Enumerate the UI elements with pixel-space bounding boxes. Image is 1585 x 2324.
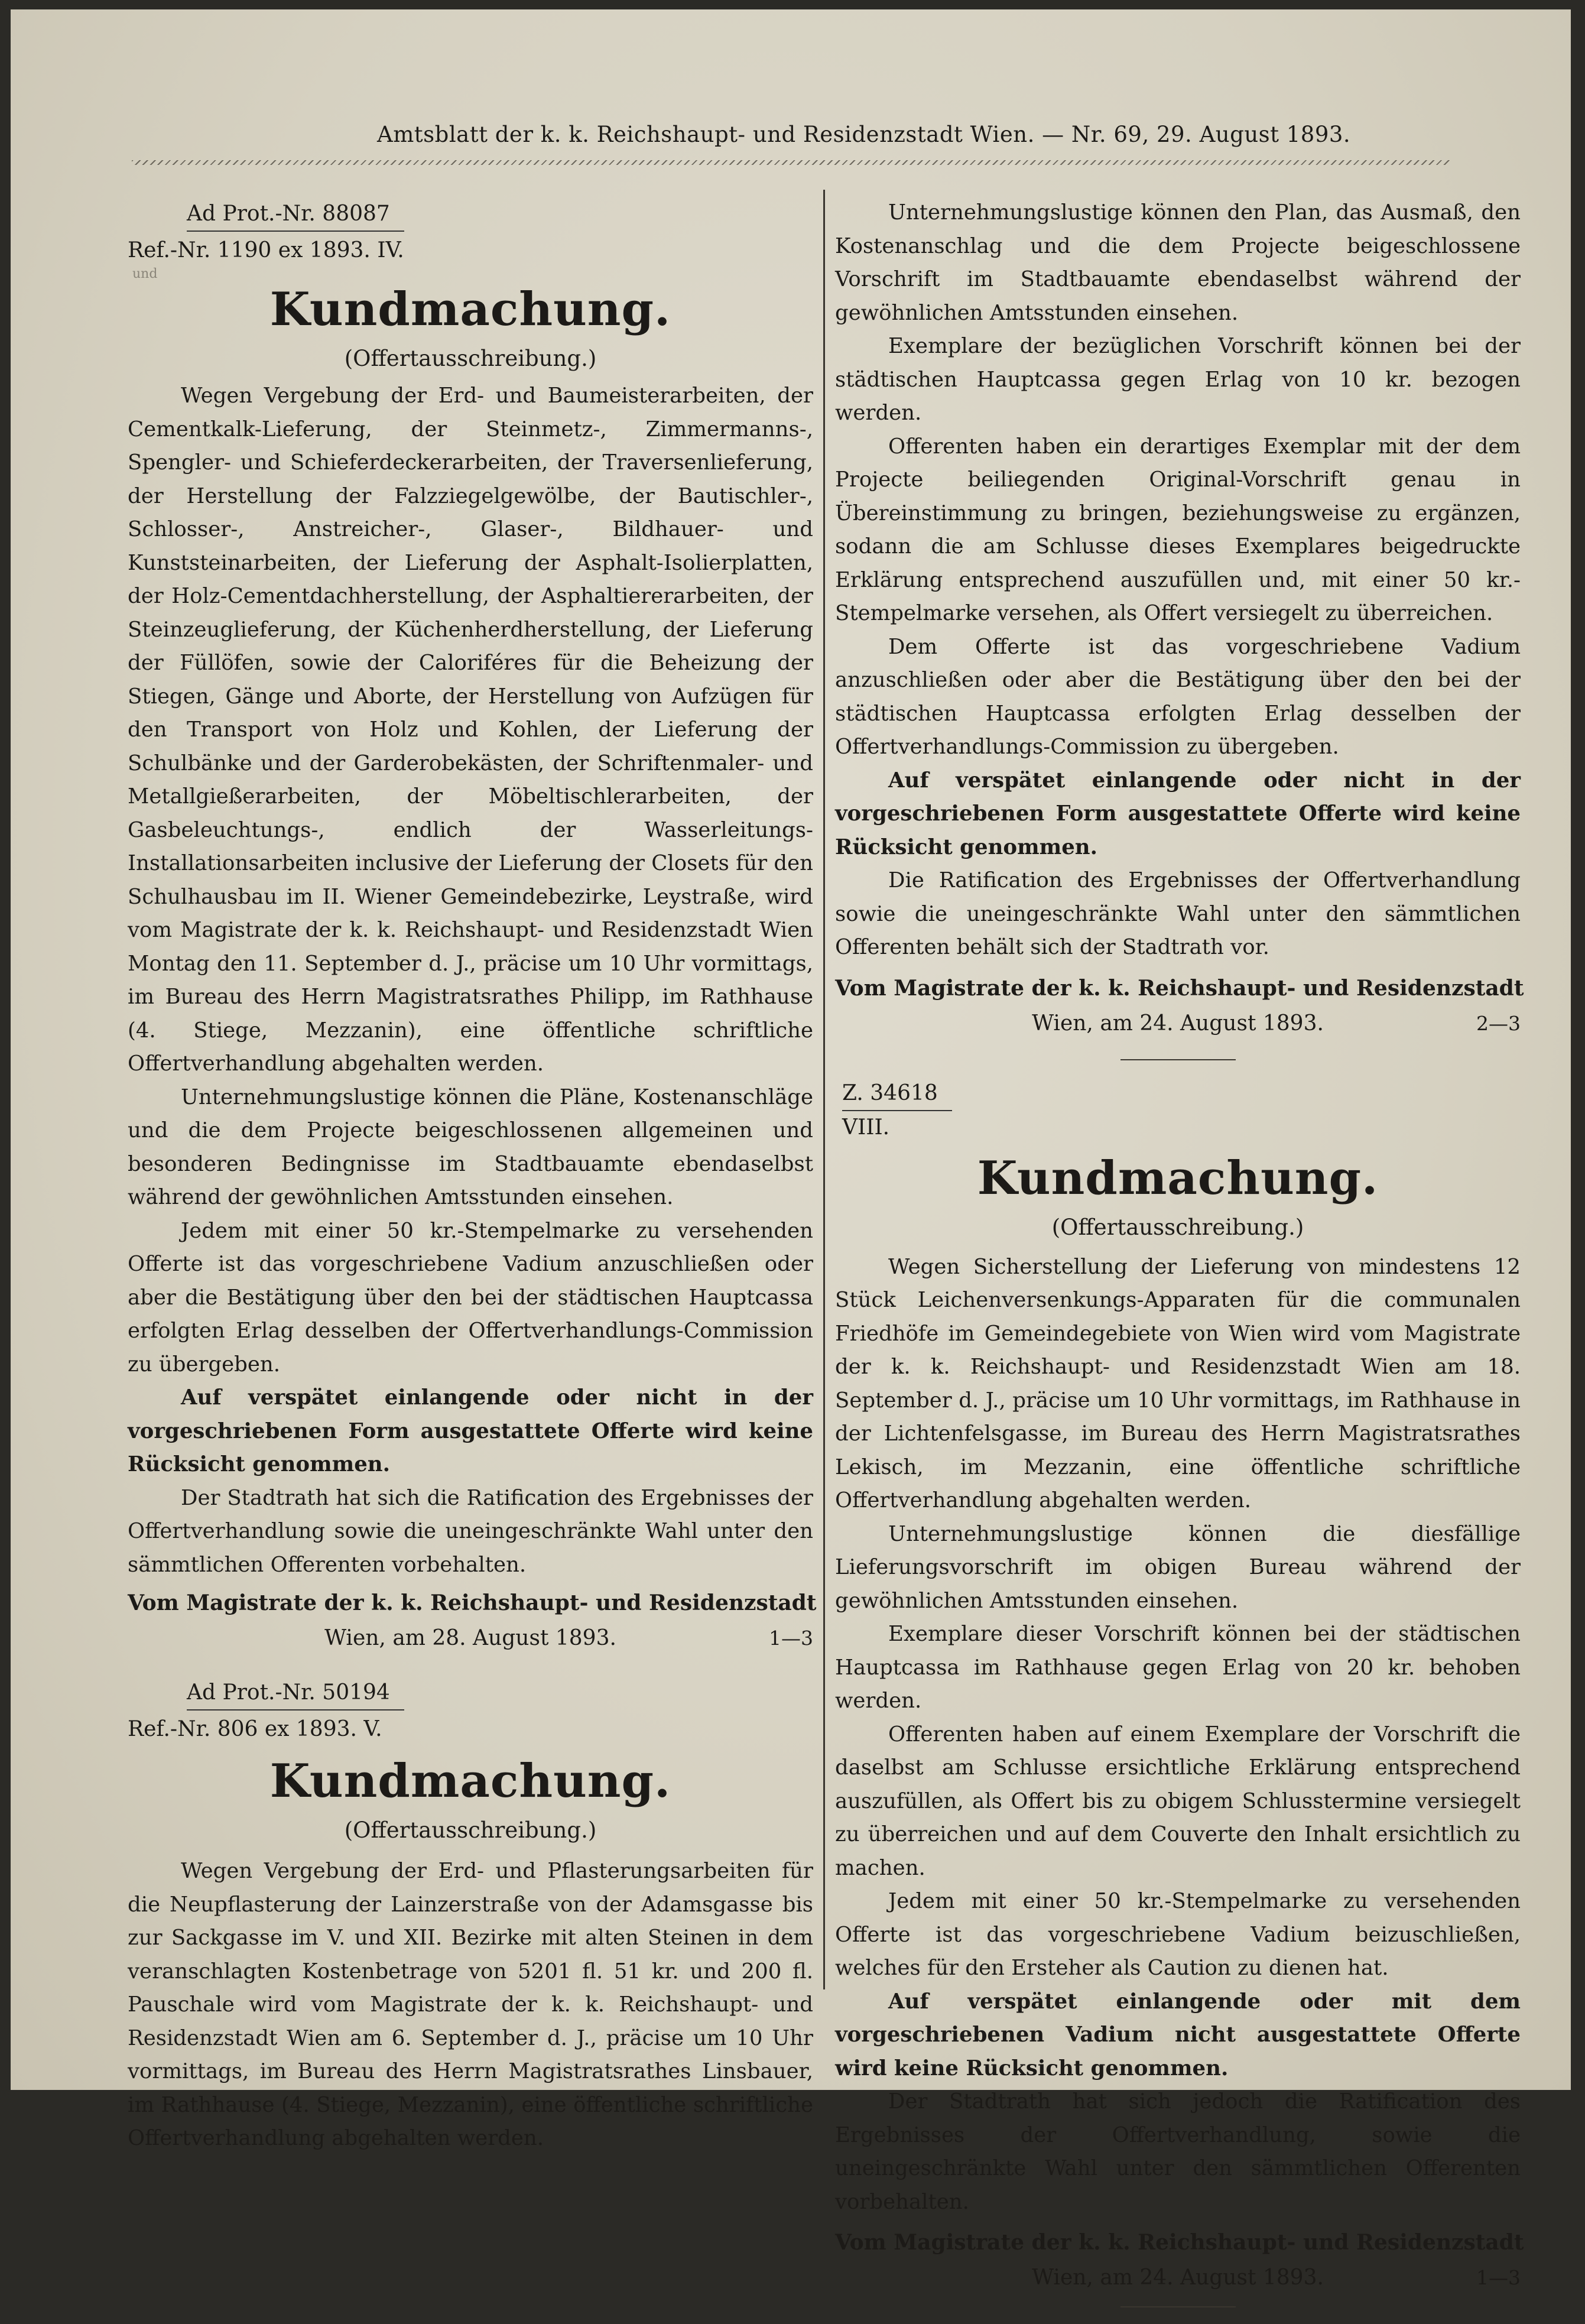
z-number: Z. 34618: [842, 1077, 952, 1111]
notice-paragraph: Wegen Vergebung der Erd- und Baumeisterarbeiten, der Cementkalk-Lieferung, der Steinmetz-, Zimmermanns-, Spengler- und Schieferdeckerarbeiten, der Traversenlieferung, der Herstellung der Falzziegelgewölbe, der Bautischler-, Schlosser-, Anstreicher-, Glaser-, Bildhauer- und Kunststeinarbeiten, der Lieferung der Asphalt-Isolierplatten, der Holz-Cementdachherstellung, der Asphaltiererarbeiten, der Steinzeuglieferung, der Küchenherdherstellung, der Lieferung der Füllöfen, sowie der Caloriféres für die Beheizung der Stiegen, Gänge und Aborte, der Herstellung von Aufzügen für den Transport von Holz und Kohlen, der Lieferung der Schulbänke und der Garderobekästen, der Schriftenmaler- und Metallgießerarbeiten, der Möbeltischlerarbeiten, der Gasbeleuchtungs-, endlich der Wasserleitungs-Installationsarbeiten inclusive der Lieferung der Closets für den Schulhausbau im II. Wiener Gemeindebezirke, Leystraße, wird vom Magistrate der k. k. Reichshaupt- und Residenzstadt Wien Montag den 11. September d. J., präcise um 10 Uhr vormittags, im Bureau des Herrn Magistratsrathes Philipp, im Rathhause (4. Stiege, Mezzanin), eine öffentliche schriftliche Offertverhandlung abgehalten werden.: [128, 384, 813, 1076]
ad-prot-number: Ad Prot.-Nr. 88087: [187, 197, 404, 232]
notice-subtitle: (Offertausschreibung.): [344, 346, 597, 371]
notice-paragraph: Wegen Sicherstellung der Lieferung von mindestens 12 Stück Leichenversenkungs-Apparaten für die communalen Friedhöfe im Gemeindegebiete von Wien wird vom Magistrate der k. k. Reichshaupt- und Residenzstadt Wien am 18. September d. J., präcise um 10 Uhr vormittags, im Rathhause in der Lichtenfelsgasse, im Bureau des Herrn Magistratsrathes Lekisch, im Mezzanin, eine öffentliche schriftliche Offertverhandlung abgehalten werden.: [835, 1254, 1521, 1512]
notice-paragraph: Offerenten haben auf einem Exemplare der Vorschrift die daselbst am Schlusse ersichtliche Erklärung entsprechend auszufüllen, als Offert bis zu obigem Schlusstermine versiegelt zu überreichen und auf dem Couverte den Inhalt ersichtlich zu machen.: [835, 1722, 1521, 1880]
notice-paragraph: Offerenten haben ein derartiges Exemplar mit der dem Projecte beiliegenden Original-Vorschrift genau in Übereinstimmung zu bringen, beziehungsweise zu ergänzen, sodann die am Schlusse dieses Exemplares beigedruckte Erklärung entsprechend auszufüllen und, mit einer 50 kr.-Stempelmarke versehen, als Offert versiegelt zu überreichen.: [835, 434, 1521, 625]
insertion-number: 1—3: [1476, 2266, 1521, 2289]
notice-title: Kundmachung.: [269, 1754, 671, 1808]
section-separator: [1120, 2306, 1236, 2307]
dateline-text: Wien, am 24. August 1893.: [1032, 1011, 1324, 1036]
dateline: [128, 1621, 813, 1656]
dateline-text: Wien, am 24. August 1893.: [1032, 2265, 1324, 2290]
page-header: Amtsblatt der k. k. Reichshaupt- und Residenzstadt Wien. — Nr. 69, 29. August 1893.: [377, 122, 1351, 147]
notice-paragraph-bold: Auf verspätet einlangende oder mit dem vorgeschriebenen Vadium nicht ausgestattete Offerte wird keine Rücksicht genommen.: [835, 1989, 1521, 2080]
notice-paragraph: Unternehmungslustige können die Pläne, Kostenanschläge und die dem Projecte beigeschlossenen allgemeinen und besonderen Bedingnisse im Stadtbauamte ebendaselbst während der gewöhnlichen Amtsstunden einsehen.: [128, 1085, 813, 1209]
notice-paragraph: Unternehmungslustige können die diesfällige Lieferungsvorschrift im obigen Bureau während der gewöhnlichen Amtsstunden einsehen.: [835, 1521, 1521, 1613]
notice-paragraph: Exemplare der bezüglichen Vorschrift können bei der städtischen Hauptcassa gegen Erlag von 10 kr. bezogen werden.: [835, 334, 1521, 425]
header-rule: [132, 160, 1450, 165]
newspaper-page: [11, 9, 1571, 2290]
notice-title: Kundmachung.: [269, 283, 671, 336]
insertion-number: 1—3: [769, 1627, 813, 1650]
ad-prot-number: Ad Prot.-Nr. 50194: [187, 1676, 404, 1710]
insertion-number: 2—3: [1476, 1011, 1521, 1035]
signature-line: Vom Magistrate der k. k. Reichshaupt- und Residenzstadt: [835, 2230, 1524, 2255]
notice-paragraph: Der Stadtrath hat sich die Ratification des Ergebnisses der Offertverhandlung sowie die uneingeschränkte Wahl unter den sämmtlichen Offerenten vorbehalten.: [128, 1485, 813, 1577]
dateline-text: Wien, am 28. August 1893.: [324, 1626, 616, 1650]
dateline: [835, 1006, 1521, 1041]
right-column: [835, 196, 1524, 2324]
notice-paragraph: Die Ratification des Ergebnisses der Offertverhandlung sowie die uneingeschränkte Wahl unter den sämmtlichen Offerenten behält sich der Stadtrath vor.: [835, 868, 1521, 959]
notice-paragraph: Jedem mit einer 50 kr.-Stempelmarke zu versehenden Offerte ist das vorgeschriebene Vadium anzuschließen oder aber die Bestätigung über den bei der städtischen Hauptcassa erfolgten Erlag desselben der Offertverhandlungs-Commission zu übergeben.: [128, 1218, 813, 1377]
notice-paragraph: Exemplare dieser Vorschrift können bei der städtischen Hauptcassa im Rathhause gegen Erlag von 20 kr. behoben werden.: [835, 1622, 1521, 1713]
section-separator: [1120, 1059, 1236, 1060]
signature-line: Vom Magistrate der k. k. Reichshaupt- und Residenzstadt: [128, 1591, 817, 1615]
notice-paragraph-bold: Auf verspätet einlangende oder nicht in der vorgeschriebenen Form ausgestattete Offerte wird keine Rücksicht genommen.: [835, 768, 1521, 859]
ref-number: Ref.-Nr. 806 ex 1893. V.: [128, 1717, 382, 1741]
dateline: [835, 2260, 1521, 2296]
column-divider: [823, 190, 825, 1989]
notice-paragraph: Jedem mit einer 50 kr.-Stempelmarke zu versehenden Offerte ist das vorgeschriebene Vadium beizuschließen, welches für den Ersteher als Caution zu dienen hat.: [835, 1889, 1521, 1980]
notice-subtitle: (Offertausschreibung.): [1051, 1214, 1304, 1240]
notice-paragraph: Der Stadtrath hat sich jedoch die Ratification des Ergebnisses der Offertverhandlung, sowie die uneingeschränkte Wahl unter den sämmtlichen Offerenten vorbehalten.: [835, 2089, 1521, 2214]
notice-paragraph: Wegen Vergebung der Erd- und Pflasterungsarbeiten für die Neupflasterung der Lainzerstraße von der Adamsgasse bis zur Sackgasse im V. und XII. Bezirke mit alten Steinen in dem veranschlagten Kostenbetrage von 5201 fl. 51 kr. und 200 fl. Pauschale wird vom Magistrate der k. k. Reichshaupt- und Residenzstadt Wien am 6. September d. J., präcise um 10 Uhr vormittags, im Bureau des Herrn Magistratsrathes Linsbauer, im Rathhause (4. Stiege, Mezzanin), eine öffentliche schriftliche Offertverhandlung abgehalten werden.: [128, 1859, 813, 2150]
notice-paragraph: Dem Offerte ist das vorgeschriebene Vadium anzuschließen oder aber die Bestätigung über den bei der städtischen Hauptcassa erfolgten Erlag desselben der Offertverhandlungs-Commission zu übergeben.: [835, 634, 1521, 759]
notice-title: Kundmachung.: [977, 1151, 1379, 1205]
margin-note: und: [132, 267, 158, 281]
ref-number: Ref.-Nr. 1190 ex 1893. IV.: [128, 238, 404, 262]
signature-line: Vom Magistrate der k. k. Reichshaupt- und Residenzstadt: [835, 975, 1524, 1001]
notice-paragraph: Unternehmungslustige können den Plan, das Ausmaß, den Kostenanschlag und die dem Projecte beigeschlossene Vorschrift im Stadtbauamte ebendaselbst während der gewöhnlichen Amtsstunden einsehen.: [835, 200, 1521, 325]
notice-paragraph-bold: Auf verspätet einlangende oder nicht in der vorgeschriebenen Form ausgestattete Offerte wird keine Rücksicht genommen.: [128, 1385, 813, 1476]
notice-subtitle: (Offertausschreibung.): [344, 1817, 597, 1843]
left-column: [128, 197, 817, 2156]
ref-number: VIII.: [842, 1115, 890, 1140]
